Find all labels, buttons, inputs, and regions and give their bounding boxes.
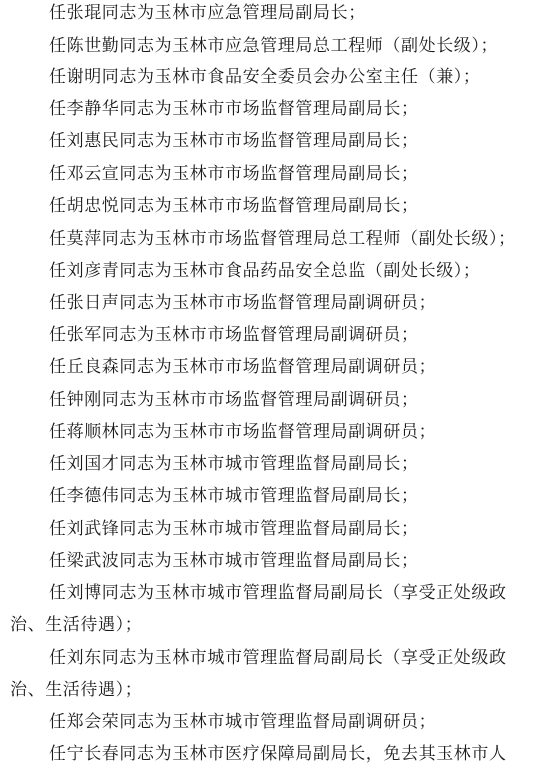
appointment-line: 任张日声同志为玉林市市场监督管理局副调研员； bbox=[49, 293, 437, 313]
appointment-line: 任邓云宣同志为玉林市市场监督管理局副局长； bbox=[49, 164, 419, 184]
appointment-line: 任李静华同志为玉林市市场监督管理局副局长； bbox=[49, 99, 419, 119]
appointment-line: 任刘武锋同志为玉林市城市管理监督局副局长； bbox=[49, 519, 419, 539]
appointment-line: 任钟刚同志为玉林市市场监督管理局副调研员； bbox=[49, 390, 419, 410]
appointment-line: 任郑会荣同志为玉林市城市管理监督局副调研员； bbox=[49, 712, 437, 732]
appointment-line: 任胡忠悦同志为玉林市市场监督管理局副局长； bbox=[49, 196, 419, 216]
appointment-line: 任陈世勤同志为玉林市应急管理局总工程师（副处长级）； bbox=[49, 36, 499, 56]
appointment-line: 任谢明同志为玉林市食品安全委员会办公室主任（兼）； bbox=[49, 67, 481, 87]
appointment-line: 任梁武波同志为玉林市城市管理监督局副局长； bbox=[49, 551, 419, 571]
appointment-line-continuation: 治、生活待遇）； bbox=[10, 680, 143, 700]
appointment-line: 任蒋顺林同志为玉林市市场监督管理局副调研员； bbox=[49, 422, 437, 442]
appointment-line: 任李德伟同志为玉林市城市管理监督局副局长； bbox=[49, 486, 419, 506]
appointment-line: 任宁长春同志为玉林市医疗保障局副局长，免去其玉林市人 bbox=[49, 744, 507, 764]
appointment-line: 任刘惠民同志为玉林市市场监督管理局副局长； bbox=[49, 131, 419, 151]
appointment-line: 任丘良森同志为玉林市市场监督管理局副调研员； bbox=[49, 357, 437, 377]
appointment-line: 任刘东同志为玉林市城市管理监督局副局长（享受正处级政 bbox=[49, 648, 507, 668]
appointment-line: 任张琨同志为玉林市应急管理局副局长； bbox=[49, 3, 366, 23]
appointment-line: 任莫萍同志为玉林市市场监督管理局总工程师（副处长级）； bbox=[49, 229, 516, 249]
appointment-line: 任刘国才同志为玉林市城市管理监督局副局长； bbox=[49, 454, 419, 474]
appointment-line: 任刘彦青同志为玉林市食品药品安全总监（副处长级）； bbox=[49, 261, 481, 281]
appointment-line-continuation: 治、生活待遇）； bbox=[10, 615, 143, 635]
appointment-line: 任刘博同志为玉林市城市管理监督局副局长（享受正处级政 bbox=[49, 583, 507, 603]
appointment-line: 任张军同志为玉林市市场监督管理局副调研员； bbox=[49, 325, 419, 345]
